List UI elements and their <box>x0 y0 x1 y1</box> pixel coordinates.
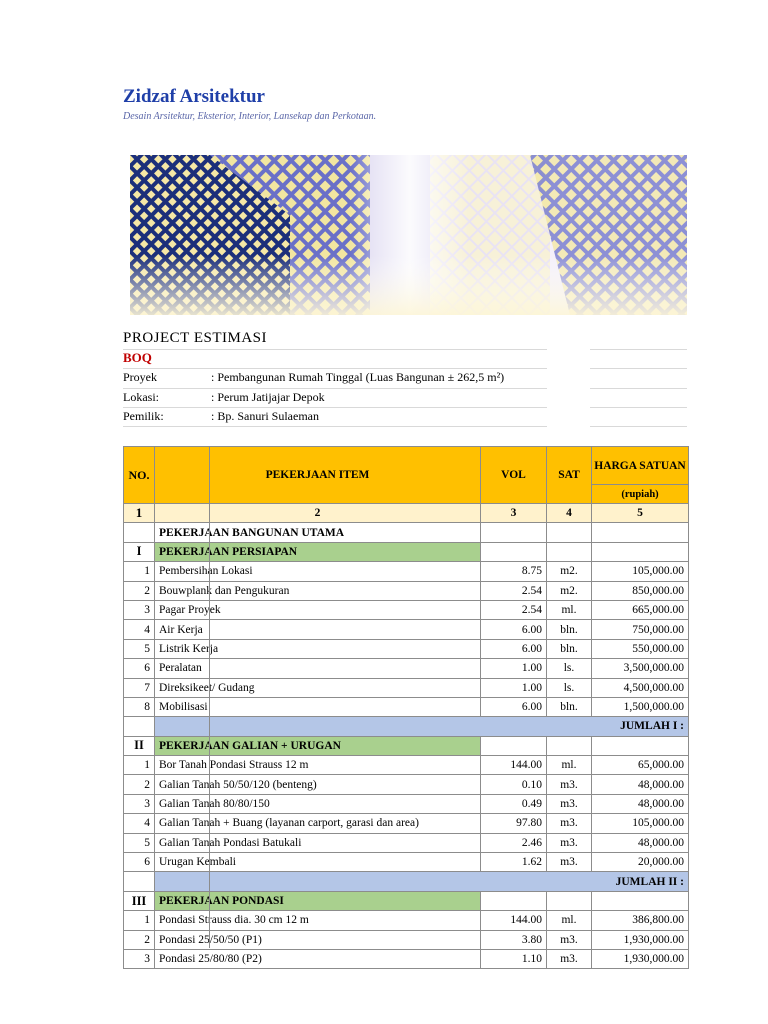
section-number: I <box>124 542 155 561</box>
empty-cell <box>592 736 689 755</box>
divider <box>123 388 547 389</box>
row-no: 2 <box>124 775 155 794</box>
gridline-overlay <box>209 446 210 948</box>
row-price: 1,930,000.00 <box>592 949 689 968</box>
row-no: 1 <box>124 911 155 930</box>
row-vol: 6.00 <box>481 620 547 639</box>
empty-cell <box>124 523 155 542</box>
empty-cell <box>124 717 155 736</box>
divider <box>123 368 547 369</box>
row-item: Pondasi 25/80/80 (P2) <box>155 949 481 968</box>
row-vol: 1.62 <box>481 853 547 872</box>
row-no: 1 <box>124 756 155 775</box>
row-no: 5 <box>124 639 155 658</box>
row-price: 1,500,000.00 <box>592 697 689 716</box>
row-item: Galian Tanah 50/50/120 (benteng) <box>155 775 481 794</box>
empty-cell <box>592 542 689 561</box>
row-item: Pagar Proyek <box>155 600 481 619</box>
boq-label: BOQ <box>123 350 152 365</box>
empty-cell <box>481 542 547 561</box>
row-vol: 144.00 <box>481 911 547 930</box>
row-vol: 2.54 <box>481 581 547 600</box>
row-price: 105,000.00 <box>592 814 689 833</box>
banner-image <box>130 155 687 315</box>
subheader-cell: 1 <box>124 504 155 523</box>
row-price: 20,000.00 <box>592 853 689 872</box>
section-title: PEKERJAAN PONDASI <box>155 891 481 910</box>
row-sat: ls. <box>547 659 592 678</box>
row-item: Bouwplank dan Pengukuran <box>155 581 481 600</box>
divider <box>590 368 687 369</box>
row-no: 5 <box>124 833 155 852</box>
company-tagline: Desain Arsitektur, Eksterior, Interior, Lansekap dan Perkotaan. <box>123 111 377 122</box>
section-number: III <box>124 891 155 910</box>
row-no: 6 <box>124 659 155 678</box>
divider <box>590 407 687 408</box>
info-label: Proyek <box>123 370 157 384</box>
row-price: 550,000.00 <box>592 639 689 658</box>
row-no: 4 <box>124 814 155 833</box>
row-item: Peralatan <box>155 659 481 678</box>
subheader-cell: 3 <box>481 504 547 523</box>
main-title: PEKERJAAN BANGUNAN UTAMA <box>155 523 481 542</box>
subheader-cell: 2 <box>155 504 481 523</box>
table-row <box>124 949 689 968</box>
row-item: Direksikeet/ Gudang <box>155 678 481 697</box>
row-item: Bor Tanah Pondasi Strauss 12 m <box>155 756 481 775</box>
header-price: HARGA SATUAN <box>592 447 689 485</box>
row-no: 1 <box>124 562 155 581</box>
section-number: II <box>124 736 155 755</box>
row-no: 2 <box>124 930 155 949</box>
info-label: Pemilik: <box>123 409 164 423</box>
row-no: 3 <box>124 600 155 619</box>
divider <box>123 426 547 427</box>
row-sat: m2. <box>547 581 592 600</box>
row-price: 65,000.00 <box>592 756 689 775</box>
row-sat: m3. <box>547 853 592 872</box>
empty-cell <box>124 872 155 891</box>
row-sat: ml. <box>547 911 592 930</box>
row-vol: 3.80 <box>481 930 547 949</box>
row-vol: 6.00 <box>481 639 547 658</box>
company-name: Zidzaf Arsitektur <box>123 86 265 107</box>
header-item: PEKERJAAN ITEM <box>155 447 481 504</box>
header-vol: VOL <box>481 447 547 504</box>
subheader-cell: 5 <box>592 504 689 523</box>
row-price: 105,000.00 <box>592 562 689 581</box>
info-label: Lokasi: <box>123 390 159 404</box>
empty-cell <box>592 891 689 910</box>
row-vol: 6.00 <box>481 697 547 716</box>
row-vol: 0.10 <box>481 775 547 794</box>
divider <box>590 426 687 427</box>
row-price: 1,930,000.00 <box>592 930 689 949</box>
row-price: 750,000.00 <box>592 620 689 639</box>
empty-cell <box>481 891 547 910</box>
row-vol: 144.00 <box>481 756 547 775</box>
empty-cell <box>547 736 592 755</box>
row-item: Galian Tanah 80/80/150 <box>155 794 481 813</box>
row-no: 8 <box>124 697 155 716</box>
boq-table <box>123 446 689 969</box>
row-sat: ml. <box>547 600 592 619</box>
row-price: 386,800.00 <box>592 911 689 930</box>
row-vol: 2.54 <box>481 600 547 619</box>
row-sat: m3. <box>547 794 592 813</box>
row-vol: 8.75 <box>481 562 547 581</box>
row-price: 48,000.00 <box>592 794 689 813</box>
project-title: PROJECT ESTIMASI <box>123 330 267 346</box>
row-no: 3 <box>124 794 155 813</box>
section-title: PEKERJAAN PERSIAPAN <box>155 542 481 561</box>
row-item: Pondasi 25/50/50 (P1) <box>155 930 481 949</box>
row-vol: 1.00 <box>481 678 547 697</box>
divider <box>123 407 547 408</box>
row-item: Pondasi Strauss dia. 30 cm 12 m <box>155 911 481 930</box>
row-price: 48,000.00 <box>592 833 689 852</box>
row-item: Pembersihan Lokasi <box>155 562 481 581</box>
row-sat: ls. <box>547 678 592 697</box>
info-value: : Perum Jatijajar Depok <box>211 390 325 404</box>
empty-cell <box>547 891 592 910</box>
section-total-label: JUMLAH I : <box>155 717 689 736</box>
row-item: Galian Tanah Pondasi Batukali <box>155 833 481 852</box>
section-title: PEKERJAAN GALIAN + URUGAN <box>155 736 481 755</box>
empty-cell <box>547 542 592 561</box>
row-no: 3 <box>124 949 155 968</box>
row-vol: 0.49 <box>481 794 547 813</box>
row-sat: m3. <box>547 814 592 833</box>
divider <box>590 388 687 389</box>
row-sat: m3. <box>547 949 592 968</box>
row-sat: bln. <box>547 697 592 716</box>
row-sat: m3. <box>547 930 592 949</box>
row-sat: m2. <box>547 562 592 581</box>
row-sat: m3. <box>547 833 592 852</box>
header-price-unit: (rupiah) <box>592 485 689 504</box>
empty-cell <box>481 736 547 755</box>
empty-cell <box>481 523 547 542</box>
header-sat: SAT <box>547 447 592 504</box>
row-sat: bln. <box>547 620 592 639</box>
info-value: : Bp. Sanuri Sulaeman <box>211 409 319 423</box>
subheader-cell: 4 <box>547 504 592 523</box>
row-price: 4,500,000.00 <box>592 678 689 697</box>
section-total-label: JUMLAH II : <box>155 872 689 891</box>
row-sat: m3. <box>547 775 592 794</box>
header-no: NO. <box>124 447 155 504</box>
row-item: Mobilisasi <box>155 697 481 716</box>
info-value: : Pembangunan Rumah Tinggal (Luas Bangunan ± 262,5 m²) <box>211 370 505 384</box>
row-no: 4 <box>124 620 155 639</box>
row-price: 3,500,000.00 <box>592 659 689 678</box>
row-no: 6 <box>124 853 155 872</box>
row-sat: ml. <box>547 756 592 775</box>
row-item: Urugan Kembali <box>155 853 481 872</box>
row-no: 2 <box>124 581 155 600</box>
row-item: Listrik Kerja <box>155 639 481 658</box>
row-vol: 1.00 <box>481 659 547 678</box>
empty-cell <box>547 523 592 542</box>
row-price: 665,000.00 <box>592 600 689 619</box>
row-price: 48,000.00 <box>592 775 689 794</box>
row-item: Galian Tanah + Buang (layanan carport, garasi dan area) <box>155 814 481 833</box>
row-vol: 2.46 <box>481 833 547 852</box>
divider <box>590 349 687 350</box>
divider <box>123 349 547 350</box>
row-vol: 1.10 <box>481 949 547 968</box>
empty-cell <box>592 523 689 542</box>
row-no: 7 <box>124 678 155 697</box>
row-vol: 97.80 <box>481 814 547 833</box>
row-price: 850,000.00 <box>592 581 689 600</box>
row-item: Air Kerja <box>155 620 481 639</box>
row-sat: bln. <box>547 639 592 658</box>
